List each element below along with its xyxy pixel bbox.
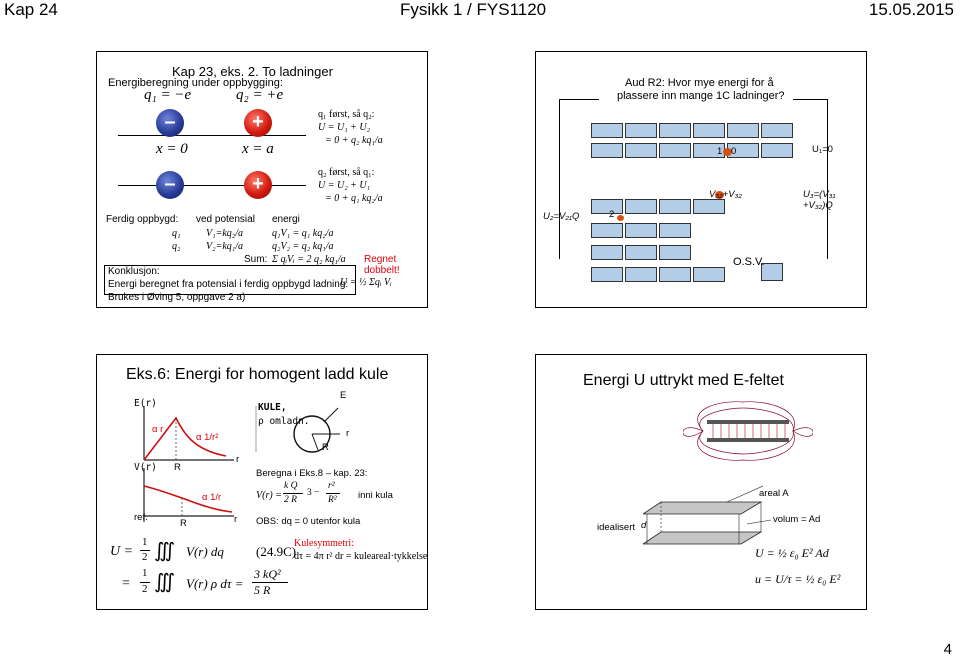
energy-eq-2a: U = U₂ + U₁ [318, 180, 371, 191]
energy-formula: U = ½ ε₀ E² Ad [755, 546, 829, 560]
potential-column-header: ved potensial [196, 214, 255, 225]
grid-box [625, 199, 657, 214]
charge-dot-icon [617, 215, 624, 221]
sum-expression: Σ qᵢVᵢ = 2 q₂ kq₁/a [272, 254, 346, 265]
q2-definition: q₂ = +e [236, 87, 284, 103]
triple-integral-sign: ∭ [154, 540, 176, 562]
e-field-graph [136, 404, 236, 464]
grid-box [625, 245, 657, 260]
u2-result-numerator: 3 kQ² [254, 567, 281, 581]
energy-eq-2b: = 0 + q₁ kq₂/a [325, 193, 383, 204]
capacitor-field-lines [683, 398, 813, 464]
grid-box [693, 199, 725, 214]
negative-charge-icon: – [156, 109, 184, 137]
sphere-R-label: R [322, 442, 329, 453]
grid-box [625, 143, 657, 158]
e-graph-R-tick: R [174, 462, 181, 473]
u2-equals: = [122, 576, 130, 591]
computed-note: Beregna i Eks.8 – kap. 23: [256, 468, 368, 479]
grid-box [625, 123, 657, 138]
u2-label: U₂=V₂₁Q [543, 211, 580, 222]
conclusion-title: Konklusjon: [108, 266, 160, 277]
triple-integral-sign: ∭ [154, 571, 176, 593]
u-lhs: U = [110, 544, 134, 559]
charge-2-label: 2 [609, 209, 615, 220]
grid-box [761, 123, 793, 138]
fraction-bar [326, 493, 340, 494]
slide-title-line-1: Aud R2: Hvor mye energi for å [625, 77, 774, 89]
frame-top-left [559, 99, 599, 100]
axis-line-bottom [118, 185, 306, 186]
row1-charge: q₁ [172, 228, 181, 239]
idealized-label: idealisert [597, 522, 636, 533]
u-half-denominator: 2 [142, 551, 148, 563]
u-integrand: V(r) dq [186, 544, 224, 559]
positive-charge-icon: + [244, 109, 272, 137]
grid-box [591, 143, 623, 158]
slide-title-line-2: plassere inn mange 1C ladninger? [617, 90, 785, 102]
fraction-bar [283, 493, 303, 494]
row1-potential: V₁=kq₂/a [206, 228, 244, 239]
slide-title: Eks.6: Energi for homogent ladd kule [126, 366, 389, 383]
inside-label: inni kula [358, 490, 393, 501]
energy-column-header: energi [272, 214, 300, 225]
slide-two-charges-content [96, 51, 428, 308]
sphere-charge-note: ρ omladn. [258, 416, 310, 427]
e-graph-outer-note: α 1/r² [196, 432, 219, 443]
grid-box [659, 199, 691, 214]
frame-right-wall [827, 99, 828, 259]
v-graph-ref-label: ref. [134, 512, 148, 523]
vr-lhs: V(r) = [256, 490, 282, 501]
u-half-numerator: 1 [142, 536, 148, 548]
order-q1-first: q₁ først, så q₂: [318, 109, 375, 120]
energy-eq-1a: U = U₁ + U₂ [318, 122, 371, 133]
row2-potential: V₂=kq₁/a [206, 241, 244, 252]
grid-box [591, 245, 623, 260]
negative-charge-icon: – [156, 171, 184, 199]
energy-density-formula: u = U/τ = ½ ε₀ E² [755, 572, 841, 586]
e-graph-r-axis: r [236, 454, 240, 465]
slide-energy-field-content [535, 354, 867, 610]
v-graph-R-tick: R [180, 518, 187, 529]
frame-left-wall [559, 99, 560, 259]
usage-note: Brukes i Øving 5, oppgave 2 a) [108, 292, 246, 303]
u-equation-ref: (24.9C) [256, 544, 297, 559]
row1-energy: q₁V₁ = q₁ kq₂/a [272, 228, 334, 239]
volume-label: volum = Ad [773, 514, 821, 525]
grid-box [659, 143, 691, 158]
frame-top-right [793, 99, 827, 100]
u2-integrand: V(r) ρ dτ = [186, 576, 244, 591]
grid-box [659, 123, 691, 138]
sphere-r-label: r [346, 428, 350, 439]
grid-box [761, 143, 793, 158]
vr-numerator: k Q [284, 481, 298, 491]
xa-label: x = a [242, 141, 274, 157]
u2-half-denominator: 2 [142, 583, 148, 595]
grid-box [659, 223, 691, 238]
row2-charge: q₂ [172, 241, 181, 252]
charge-0-label: 0 [731, 146, 737, 157]
u3-label: U₃=(V₃₁ +V₃₂)Q [803, 189, 836, 211]
conclusion-formula: U = ½ Σqᵢ Vᵢ [340, 277, 392, 288]
u1-label: U₁=0 [812, 144, 833, 155]
etc-label: O.S.V. [733, 256, 765, 268]
date-label: 15.05.2015 [868, 0, 954, 19]
grid-box [591, 123, 623, 138]
slide-subtitle: Energiberegning under oppbygging: [108, 77, 283, 89]
u2-result-denominator: 5 R [254, 583, 271, 597]
conclusion-text: Energi beregnet fra potensial i ferdig oppbygd ladning: [108, 279, 349, 290]
charge-1-label: 1 [717, 146, 723, 157]
slide-many-charges-content [535, 51, 867, 308]
grid-box [693, 123, 725, 138]
grid-box [727, 123, 759, 138]
vr-r-squared: r² [328, 481, 335, 491]
course-label: Fysikk 1 / FYS1120 [400, 0, 547, 19]
v-graph-note: α 1/r [202, 492, 222, 503]
grid-box [659, 245, 691, 260]
sphere-label: KULE, [258, 402, 287, 413]
counted-twice-note: Regnet dobbelt! [364, 254, 400, 276]
u2-half-numerator: 1 [142, 567, 148, 579]
area-label: areal A [759, 488, 789, 499]
vr-R-squared: R² [328, 495, 337, 505]
row2-energy: q₂V₂ = q₂ kq₁/a [272, 241, 334, 252]
v32-label: V₃₂+V₃₂ [709, 189, 742, 200]
energy-eq-1b: = 0 + q₂ kq₁/a [325, 135, 383, 146]
grid-box [625, 267, 657, 282]
grid-box [591, 267, 623, 282]
sum-label: Sum: [244, 254, 268, 265]
vr-inner: 3 − [307, 488, 320, 498]
symmetry-title: Kulesymmetri: [294, 538, 354, 549]
grid-box [625, 223, 657, 238]
slide-title: Kap 23, eks. 2. To ladninger [172, 64, 333, 79]
grid-box [591, 223, 623, 238]
axis-line-top [118, 135, 306, 136]
page-number: 4 [943, 641, 952, 658]
grid-box [591, 199, 623, 214]
chapter-label: Kap 24 [4, 0, 58, 19]
v-graph-axis-label: V(r) [134, 462, 157, 473]
obs-note: OBS: dq = 0 utenfor kula [256, 516, 361, 527]
order-q2-first: q₂ først, så q₁: [318, 167, 375, 178]
x0-label: x = 0 [156, 141, 188, 157]
slide-charged-sphere-content [96, 354, 428, 610]
e-graph-axis-label: E(r) [134, 398, 157, 409]
q1-definition: q₁ = −e [144, 87, 192, 103]
e-graph-inner-note: α r [152, 424, 164, 435]
built-label: Ferdig oppbygd: [106, 214, 179, 225]
distance-label: d [641, 520, 647, 531]
vr-denominator: 2 R [284, 495, 297, 505]
grid-box [659, 267, 691, 282]
grid-box [693, 267, 725, 282]
slide-title: Energi U uttrykt med E-feltet [583, 372, 784, 389]
symmetry-text: dτ = 4π r² dr = kuleareal·tykkelse [294, 551, 428, 562]
sphere-e-label: E [340, 390, 347, 401]
positive-charge-icon: + [244, 171, 272, 199]
v-graph-r-axis: r [234, 514, 238, 525]
